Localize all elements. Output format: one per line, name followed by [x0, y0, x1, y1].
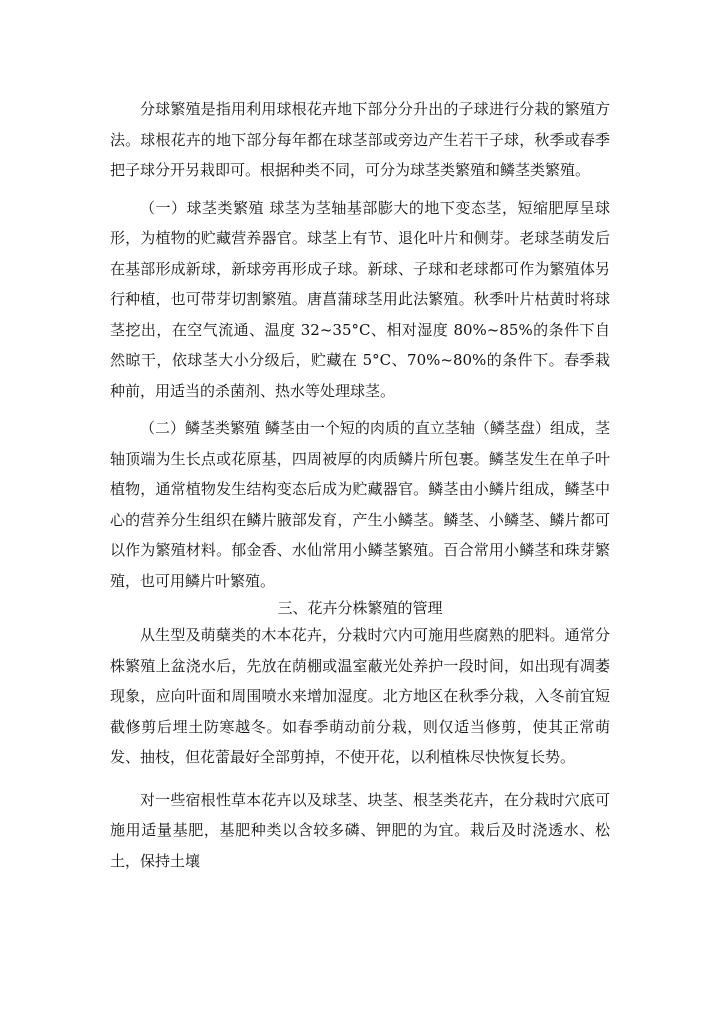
- paragraph-intro: 分球繁殖是指用利用球根花卉地下部分分升出的子球进行分栽的繁殖方法。球根花卉的地下部分每年都在球茎部或旁边产生若干子球，秋季或春季把子球分开另栽即可。根据种类不同，可分为球茎类繁殖和鳞茎类繁殖。: [110, 100, 610, 179]
- bulb-body-text: 鳞茎由一个短的肉质的直立茎轴（鳞茎盘）组成，茎轴顶端为生长点或花原基，四周被厚的肉质鳞片所包裹。鳞茎发生在单子叶植物，通常植物发生结构变态后成为贮藏器官。鳞茎由小鳞片组成，鳞茎中心的营养分生组织在鳞片腋部发育，产生小鳞茎。鳞茎、小鳞茎、鳞片都可以作为繁殖材料。郁金香、水仙常用小鳞茎繁殖。百合常用小鳞茎和珠芽繁殖，也可用鳞片叶繁殖。: [110, 419, 610, 590]
- paragraph-herbaceous-management: 对一些宿根性草本花卉以及球茎、块茎、根茎类花卉，在分栽时穴底可施用适量基肥，基肥种类以含较多磷、钾肥的为宜。栽后及时浇透水、松土，保持土壤: [110, 790, 610, 870]
- subheading-bulb: （二）鳞茎类繁殖: [140, 419, 261, 437]
- subheading-corm: （一）球茎类繁殖: [140, 198, 265, 217]
- paragraph-woody-management: 从生型及萌蘖类的木本花卉，分栽时穴内可施用些腐熟的肥料。通常分株繁殖上盆浇水后，先放在荫棚或温室蔽光处养护一段时间，如出现有凋萎现象，应向叶面和周围喷水来增加湿度。北方地区在秋季分栽，入冬前宜短截修剪后埋土防寒越冬。如春季萌动前分栽，则仅适当修剪，使其正常萌发、抽枝，但花蕾最好全部剪掉，不使开花，以利植株尽快恢复长势。: [110, 626, 610, 766]
- document-body: [110, 94, 610, 876]
- paragraph-corm-propagation: [110, 193, 610, 407]
- corm-body-text: 球茎为茎轴基部膨大的地下变态茎，短缩肥厚呈球形，为植物的贮藏营养器官。球茎上有节、退化叶片和侧芽。老球茎萌发后在基部形成新球，新球旁再形成子球。新球、子球和老球都可作为繁殖体另行种植，也可带芽切割繁殖。唐菖蒲球茎用此法繁殖。秋季叶片枯黄时将球茎挖出，在空气流通、温度 32~35°C、相对湿度 80%~85%的条件下自然晾干，依球茎大小分级后，贮藏在 5°C、70%~80%的条件下。春季栽种前，用适当的杀菌剂、热水等处理球茎。: [110, 198, 610, 400]
- paragraph-bulb-propagation: [110, 413, 610, 596]
- section-heading: 三、花卉分株繁殖的管理: [277, 599, 443, 617]
